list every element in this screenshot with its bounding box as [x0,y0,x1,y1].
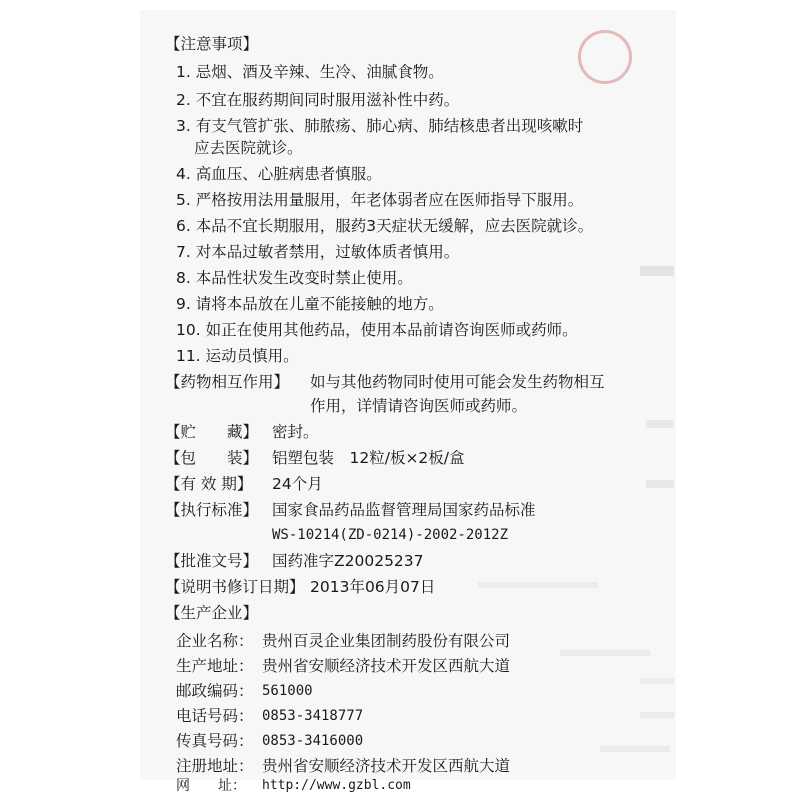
production-address-value: 贵州省安顺经济技术开发区西航大道 [262,657,511,675]
package-value: 铝塑包装 12粒/板×2板/盒 [272,449,465,467]
manufacturer-heading: 【生产企业】 [165,604,259,622]
approval-value: 国药准字Z20025237 [272,552,424,570]
precaution-item: 2. 不宜在服药期间同时服用滋补性中药。 [176,91,460,109]
revision-value: 2013年06月07日 [310,578,436,596]
precaution-item: 7. 对本品过敏者禁用，过敏体质者慎用。 [176,243,460,261]
registered-address-label: 注册地址： [176,757,254,775]
storage-heading: 【贮 藏】 [165,423,259,441]
website-value[interactable]: http://www.gzbl.com [262,778,411,793]
precaution-item: 10. 如正在使用其他药品，使用本品前请咨询医师或药师。 [176,321,578,339]
fax-label: 传真号码： [176,732,254,750]
postal-code-value: 561000 [262,683,313,699]
interactions-text: 如与其他药物同时使用可能会发生药物相互 [310,373,605,391]
storage-value: 密封。 [272,423,319,441]
precaution-item: 9. 请将本品放在儿童不能接触的地方。 [176,295,444,313]
precautions-heading: 【注意事项】 [165,35,259,53]
phone-value: 0853-3418777 [262,708,364,724]
fax-value: 0853-3416000 [262,733,364,749]
precaution-item: 3. 有支气管扩张、肺脓疡、肺心病、肺结核患者出现咳嗽时 [176,117,584,135]
validity-value: 24个月 [272,475,323,493]
precaution-item: 11. 运动员慎用。 [176,347,299,365]
standard-heading: 【执行标准】 [165,501,259,519]
registered-address-value: 贵州省安顺经济技术开发区西航大道 [262,757,511,775]
phone-label: 电话号码： [176,707,254,725]
validity-heading: 【有 效 期】 [165,475,253,493]
interactions-text: 作用，详情请咨询医师或药师。 [310,397,528,415]
company-name-label: 企业名称： [176,632,254,650]
precaution-item: 5. 严格按用法用量服用，年老体弱者应在医师指导下服用。 [176,191,584,209]
standard-code: WS-10214(ZD-0214)-2002-2012Z [272,527,509,543]
package-heading: 【包 装】 [165,449,259,467]
standard-value: 国家食品药品监督管理局国家药品标准 [272,501,536,519]
precaution-item: 8. 本品性状发生改变时禁止使用。 [176,269,413,287]
postal-code-label: 邮政编码： [176,682,254,700]
approval-heading: 【批准文号】 [165,552,259,570]
precaution-item: 1. 忌烟、酒及辛辣、生冷、油腻食物。 [176,63,444,81]
precaution-item: 应去医院就诊。 [194,139,303,157]
company-name-value: 贵州百灵企业集团制药股份有限公司 [262,632,511,650]
production-address-label: 生产地址： [176,657,254,675]
website-label: 网 址： [176,778,246,794]
interactions-heading: 【药物相互作用】 [165,373,290,391]
revision-heading: 【说明书修订日期】 [165,578,305,596]
precaution-item: 4. 高血压、心脏病患者慎服。 [176,165,382,183]
precaution-item: 6. 本品不宜长期服用，服药3天症状无缓解，应去医院就诊。 [176,217,594,235]
